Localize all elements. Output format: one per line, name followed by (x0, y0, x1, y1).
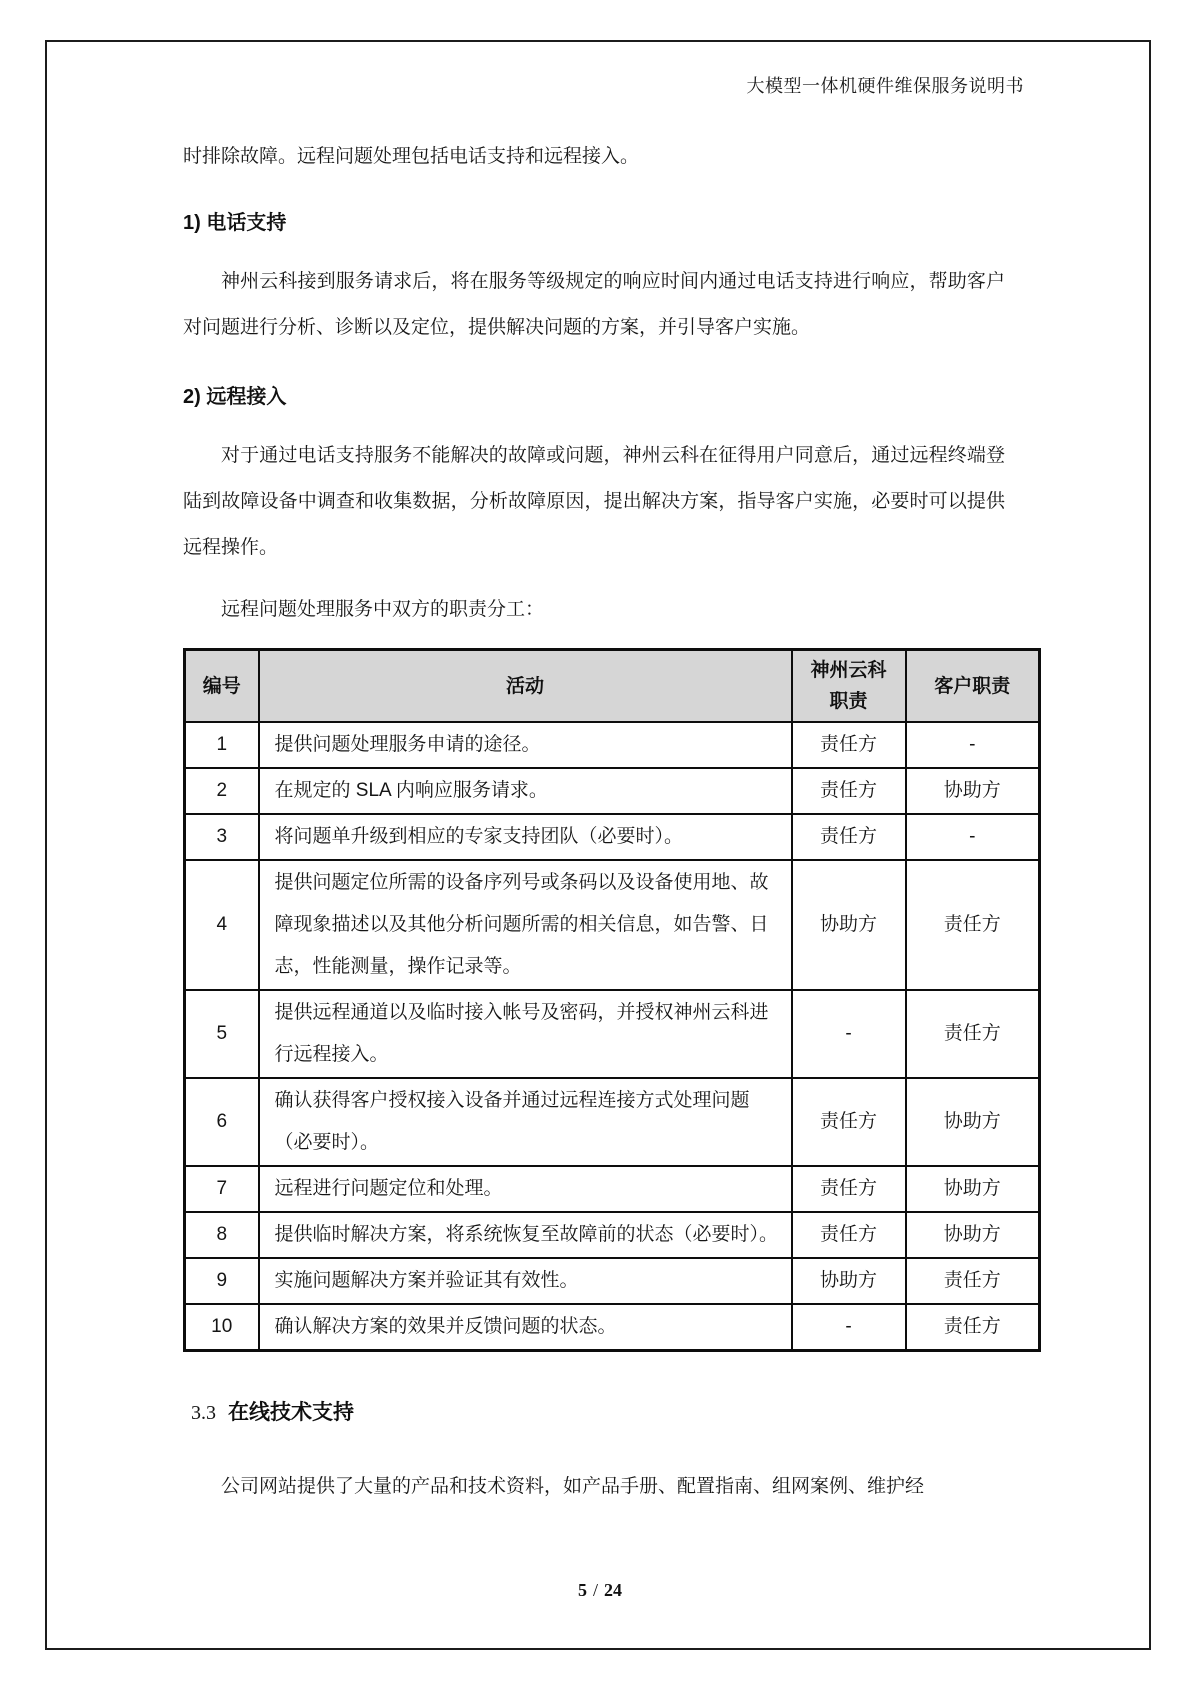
customer-role-cell: 协助方 (906, 1078, 1040, 1166)
customer-role-cell: - (906, 722, 1040, 768)
activity-cell: 提供问题处理服务申请的途径。 (259, 722, 792, 768)
customer-role-cell: 协助方 (906, 768, 1040, 814)
row-number-cell: 2 (185, 768, 259, 814)
table-row (185, 722, 1040, 768)
header-cell-number: 编号 (185, 650, 259, 723)
vendor-role-cell: 责任方 (792, 1078, 906, 1166)
table-row (185, 1258, 1040, 1304)
vendor-role-cell: 责任方 (792, 1212, 906, 1258)
row-number-cell: 4 (185, 860, 259, 990)
page-content (183, 74, 1038, 1510)
activity-cell: 提供临时解决方案，将系统恢复至故障前的状态（必要时）。 (259, 1212, 792, 1258)
table-row (185, 1304, 1040, 1351)
page-number-current: 5 (577, 1580, 587, 1600)
table-row (185, 860, 1040, 990)
remote-access-paragraph: 对于通过电话支持服务不能解决的故障或问题，神州云科在征得用户同意后，通过远程终端登陆到故障设备中调查和收集数据，分析故障原因，提出解决方案，指导客户实施，必要时可以提供远程操作。 (183, 445, 1005, 558)
customer-role-cell: 责任方 (906, 990, 1040, 1078)
phone-support-paragraph: 神州云科接到服务请求后，将在服务等级规定的响应时间内通过电话支持进行响应，帮助客户对问题进行分析、诊断以及定位，提供解决问题的方案，并引导客户实施。 (183, 271, 1005, 338)
table-header-row (185, 650, 1040, 723)
row-number-cell: 8 (185, 1212, 259, 1258)
page-footer (0, 1580, 1200, 1601)
customer-role-cell: 责任方 (906, 860, 1040, 990)
row-number-cell: 3 (185, 814, 259, 860)
phone-support-heading: 1) 电话支持 (183, 212, 287, 234)
row-number-cell: 9 (185, 1258, 259, 1304)
vendor-role-cell: 责任方 (792, 814, 906, 860)
activity-cell: 远程进行问题定位和处理。 (259, 1166, 792, 1212)
activity-cell: 提供远程通道以及临时接入帐号及密码，并授权神州云科进行远程接入。 (259, 990, 792, 1078)
customer-role-cell: - (906, 814, 1040, 860)
responsibility-table (183, 648, 1041, 1352)
activity-cell: 确认解决方案的效果并反馈问题的状态。 (259, 1304, 792, 1351)
responsibility-intro-paragraph: 远程问题处理服务中双方的职责分工： (221, 599, 545, 620)
customer-role-cell: 协助方 (906, 1212, 1040, 1258)
page-number-total: 24 (604, 1580, 622, 1600)
vendor-role-cell: - (792, 1304, 906, 1351)
table-row (185, 768, 1040, 814)
page-number-separator: / (592, 1580, 598, 1600)
header-cell-activity: 活动 (259, 650, 792, 723)
table-row (185, 1166, 1040, 1212)
row-number-cell: 5 (185, 990, 259, 1078)
vendor-role-cell: 责任方 (792, 1166, 906, 1212)
row-number-cell: 10 (185, 1304, 259, 1351)
table-row (185, 1078, 1040, 1166)
remote-access-heading: 2) 远程接入 (183, 386, 287, 408)
row-number-cell: 1 (185, 722, 259, 768)
section-title: 在线技术支持 (228, 1401, 354, 1424)
activity-cell: 实施问题解决方案并验证其有效性。 (259, 1258, 792, 1304)
activity-cell: 在规定的 SLA 内响应服务请求。 (259, 768, 792, 814)
vendor-role-cell: 协助方 (792, 1258, 906, 1304)
activity-cell: 将问题单升级到相应的专家支持团队（必要时）。 (259, 814, 792, 860)
vendor-role-cell: 责任方 (792, 768, 906, 814)
row-number-cell: 7 (185, 1166, 259, 1212)
table-row (185, 1212, 1040, 1258)
section-number: 3.3 (191, 1402, 216, 1424)
customer-role-cell: 责任方 (906, 1304, 1040, 1351)
table-row (185, 814, 1040, 860)
document-header-title: 大模型一体机硬件维保服务说明书 (746, 76, 1024, 96)
section-heading (191, 1398, 1038, 1430)
intro-paragraph: 时排除故障。远程问题处理包括电话支持和远程接入。 (183, 146, 640, 167)
table-row (185, 990, 1040, 1078)
header-cell-customer-role: 客户职责 (906, 650, 1040, 723)
responsibility-table-body (185, 722, 1040, 1351)
activity-cell: 提供问题定位所需的设备序列号或条码以及设备使用地、故障现象描述以及其他分析问题所需的相关信息，如告警、日志，性能测量，操作记录等。 (259, 860, 792, 990)
activity-cell: 确认获得客户授权接入设备并通过远程连接方式处理问题（必要时）。 (259, 1078, 792, 1166)
row-number-cell: 6 (185, 1078, 259, 1166)
header-cell-vendor-role: 神州云科职责 (792, 650, 906, 723)
customer-role-cell: 协助方 (906, 1166, 1040, 1212)
vendor-role-cell: 责任方 (792, 722, 906, 768)
website-paragraph: 公司网站提供了大量的产品和技术资料，如产品手册、配置指南、组网案例、维护经 (221, 1476, 925, 1497)
vendor-role-cell: - (792, 990, 906, 1078)
vendor-role-cell: 协助方 (792, 860, 906, 990)
customer-role-cell: 责任方 (906, 1258, 1040, 1304)
